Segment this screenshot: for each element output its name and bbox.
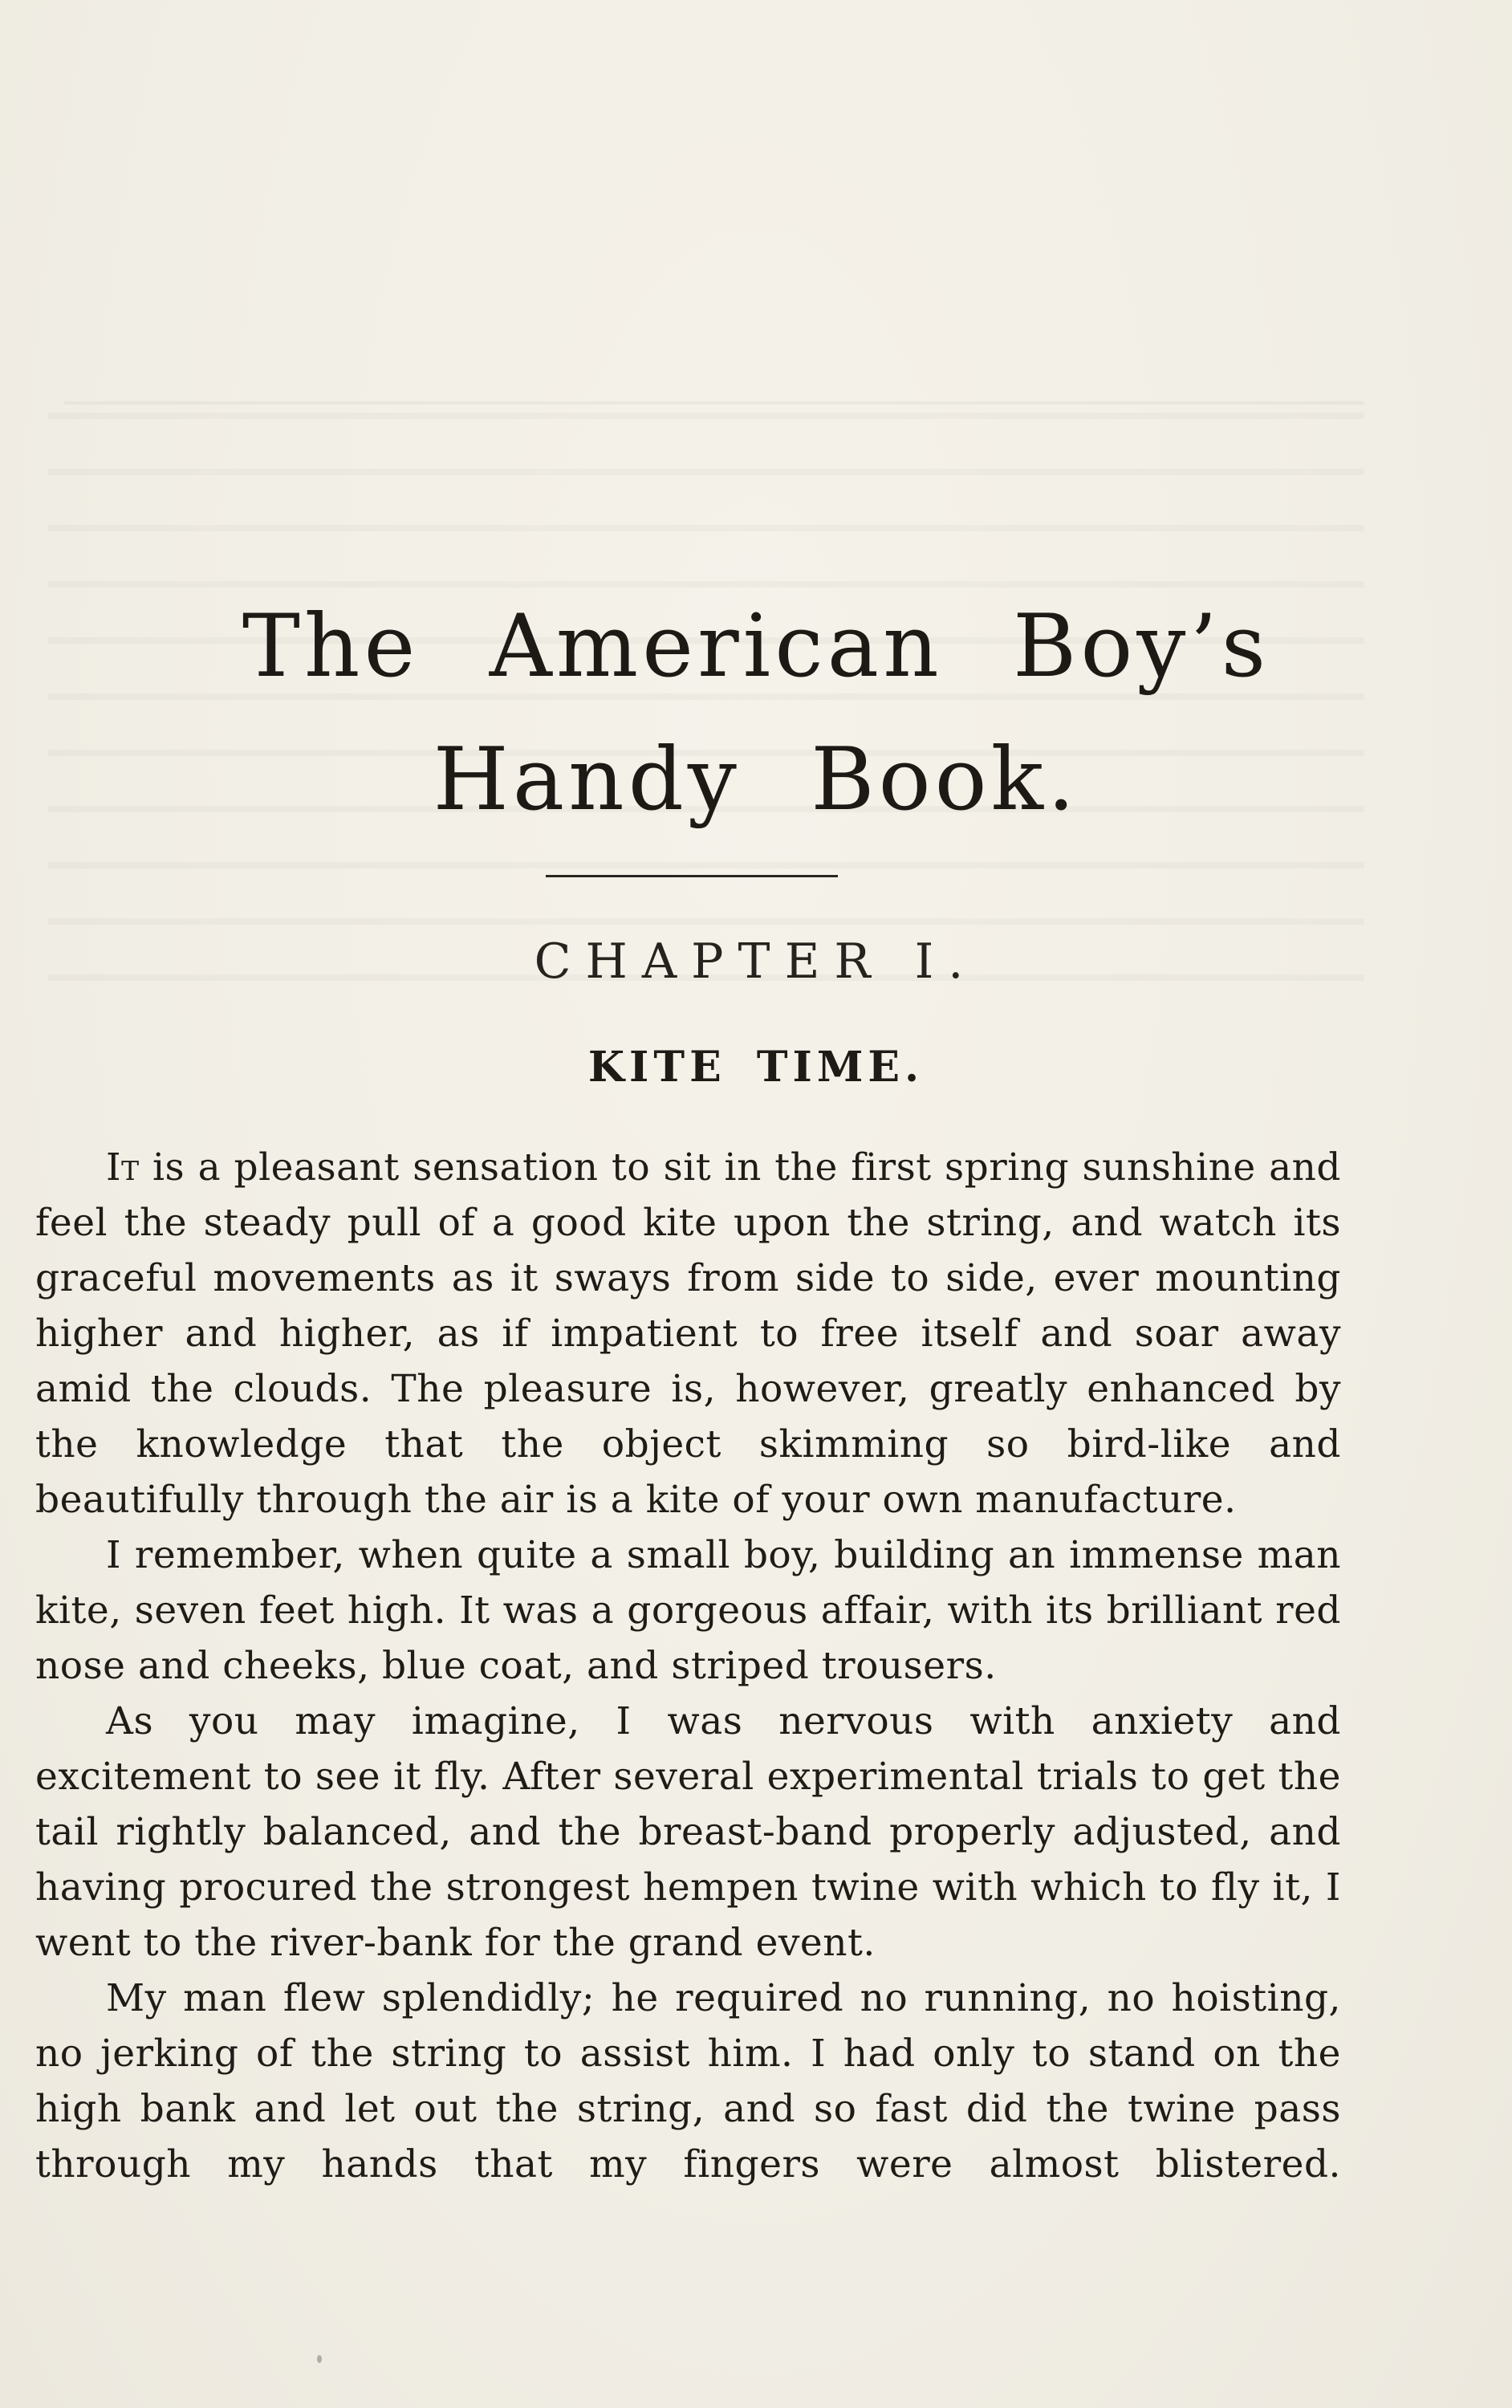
chapter-subtitle: KITE TIME.	[587, 1043, 925, 1092]
paragraph-3-text: As you may imagine, I was nervous with anxiety and excitement to see it fly. After several experimental trials to get the tail rightly balanced, and the breast-band properly adjusted, and having procured the strongest hempen twine with which to fly it, I went to the river-bank for the grand event.	[35, 1699, 1341, 1965]
paragraph-4-text: My man flew splendidly; he required no running, no hoisting, no jerking of the string to assist him. I had only to stand on the high bank and let out the string, and so fast did the twine pass through my hands that my fingers were almost blistered.	[35, 1976, 1341, 2186]
chapter-body	[35, 1140, 1341, 2192]
book-title-line-2: Handy Book.	[433, 730, 1079, 830]
paragraph-3	[35, 1694, 1341, 1971]
paragraph-2-text: I remember, when quite a small boy, building an immense man kite, seven feet high. It was a gorgeous affair, with its brilliant red nose and cheeks, blue coat, and striped trousers.	[35, 1533, 1341, 1688]
paragraph-1	[35, 1140, 1341, 1527]
title-divider-rule	[546, 875, 838, 877]
paragraph-2	[35, 1527, 1341, 1694]
paragraph-4	[35, 1971, 1341, 2192]
bleed-through-rule	[64, 401, 1364, 405]
paragraph-1-text: is a pleasant sensation to sit in the first spring sunshine and feel the steady pull of a good kite upon the string, and watch its graceful movements as it sways from side to side, ever mounting higher and higher, as if impatient to free itself and soar away amid the clouds. The pleasure is, however, greatly enhanced by the knowledge that the object skimming so bird-like and beautifully through the air is a kite of your own manufacture.	[35, 1145, 1341, 1522]
paragraph-1-lead: It	[106, 1145, 140, 1190]
chapter-heading: CHAPTER I.	[534, 934, 978, 990]
paper-speck	[317, 2355, 322, 2363]
book-title-line-1: The American Boy’s	[242, 596, 1270, 697]
